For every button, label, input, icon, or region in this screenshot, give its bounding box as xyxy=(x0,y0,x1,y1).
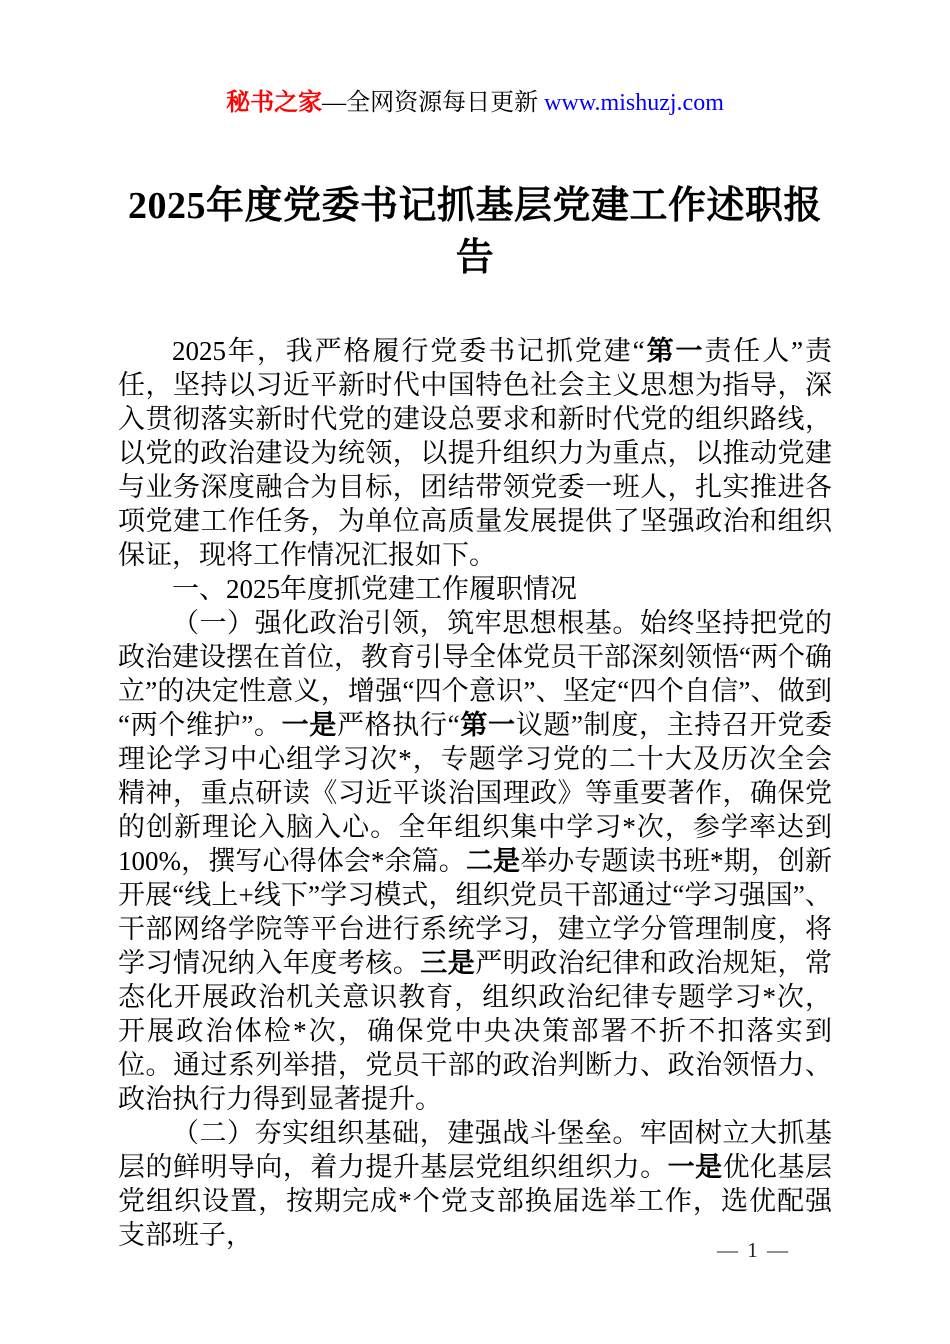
text-run: （二）夯实组织基础，建强战斗堡垒。牢固树立大抓基层的鲜明导向，着力提升基层党组织组织力。 xyxy=(118,1118,832,1182)
site-tagline: —全网资源每日更新 xyxy=(322,90,545,116)
site-name: 秘书之家 xyxy=(226,90,323,116)
text-run: （一）强化政治引领，筑牢思想根基。始终坚持把党的政治建设摆在首位，教育引导全体党员干部深刻领悟“两个确立”的决定性意义，增强“四个意识”、坚定“四个自信”、做到“两个维护”。 xyxy=(118,608,832,740)
document-body xyxy=(118,334,832,1252)
bold-run: 一是 xyxy=(667,1152,723,1182)
paragraph xyxy=(118,572,832,606)
paragraph xyxy=(118,1116,832,1252)
page-number: — 1 — xyxy=(717,1238,790,1262)
text-run: 2025年，我严格履行党委书记抓党建“ xyxy=(172,336,645,366)
text-run: 优化基层党组织设置，按期完成*个党支部换届选举工作，选优配强支部班子， xyxy=(118,1152,833,1250)
text-run: 议题”制度，主持召开党委理论学习中心组学习次*，专题学习党的二十大及历次全会精神，重点研读《习近平谈治国理政》等重要著作，确保党的创新理论入脑入心。全年组织集中学习*次，参学率达到100%，撰写心得体会*余篇。 xyxy=(118,710,833,876)
bold-run: 二是 xyxy=(465,846,521,876)
bold-run: 第一 xyxy=(459,710,516,740)
text-run: 举办专题读书班*期，创新开展“线上+线下”学习模式，组织党员干部通过“学习强国”、干部网络学院等平台进行系统学习，建立学分管理制度，将学习情况纳入年度考核。 xyxy=(118,846,833,978)
bold-run: 三是 xyxy=(420,948,476,978)
text-run: 严格执行“ xyxy=(337,710,460,740)
document-title: 2025年度党委书记抓基层党建工作述职报告 xyxy=(127,185,822,279)
bold-run: 一是 xyxy=(281,710,337,740)
paragraph xyxy=(118,334,832,572)
bold-run: 第一 xyxy=(644,336,705,366)
site-header xyxy=(118,88,832,118)
text-run: 一、2025年度抓党建工作履职情况 xyxy=(172,574,577,604)
paragraph xyxy=(118,606,832,1116)
site-url-link[interactable]: www.mishuzj.com xyxy=(544,90,724,116)
text-run: 严明政治纪律和政治规矩，常态化开展政治机关意识教育，组织政治纪律专题学习*次，开展政治体检*次，确保党中央决策部署不折不扣落实到位。通过系列举措，党员干部的政治判断力、政治领悟力、政治执行力得到显著提升。 xyxy=(118,948,833,1114)
text-run: 责任人”责任，坚持以习近平新时代中国特色社会主义思想为指导，深入贯彻落实新时代党的建设总要求和新时代党的组织路线，以党的政治建设为统领，以提升组织力为重点，以推动党建与业务深度融合为目标，团结带领党委一班人，扎实推进各项党建工作任务，为单位高质量发展提供了坚强政治和组织保证，现将工作情况汇报如下。 xyxy=(118,336,833,570)
